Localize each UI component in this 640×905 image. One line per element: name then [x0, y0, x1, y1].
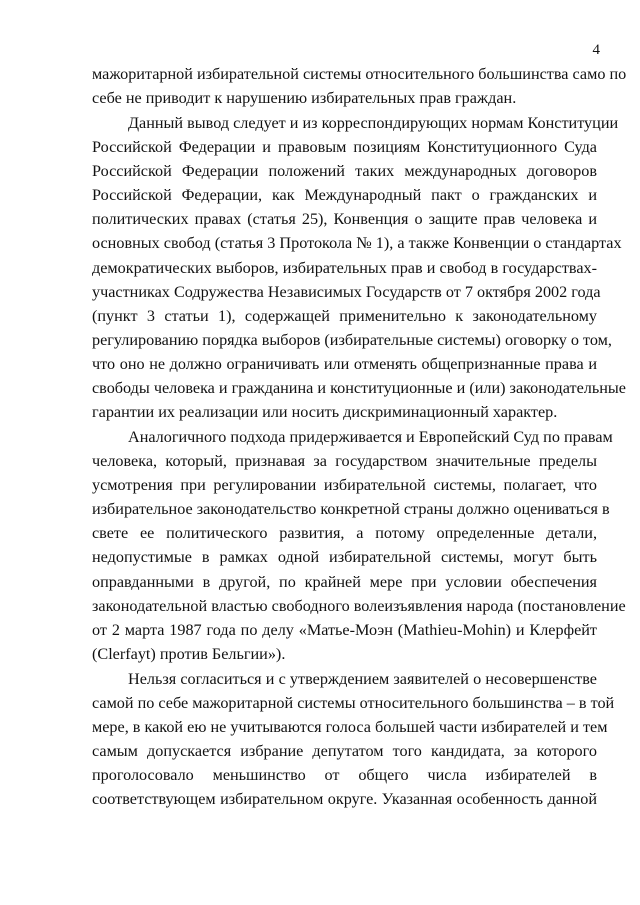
text-line: Нельзя согласиться и с утверждением заявителей о несовершенстве [128, 669, 597, 688]
text-line: основных свобод (статья 3 Протокола № 1), а также Конвенции о стандартах [92, 234, 622, 253]
text-line: соответствующем избирательном округе. Указанная особенность данной [92, 790, 597, 809]
text-line: оправданными в другой, по крайней мере при условии обеспечения [92, 572, 597, 591]
text-line: Аналогичного подхода придерживается и Европейский Суд по правам [128, 428, 613, 446]
text-line: человека, который, признавая за государством значительные пределы [92, 452, 597, 471]
text-line: мере, в какой ею не учитываются голоса большей части избирателей и тем [92, 717, 608, 736]
text-line: от 2 марта 1987 года по делу «Матье-Моэн (Mathieu-Mohin) и Клерфейт [92, 620, 597, 639]
text-line: Российской Федерации и правовым позициям Конституционного Суда [92, 138, 597, 157]
document-body [92, 62, 627, 811]
paragraph [92, 111, 626, 424]
text-line: Российской Федерации положений таких международных договоров [92, 162, 597, 181]
text-line: самым допускается избрание депутатом того кандидата, за которого [92, 742, 597, 761]
text-line: законодательной властью свободного волеизъявления народа (постановление [92, 596, 626, 615]
text-line: (Clerfayt) против Бельгии»). [92, 644, 286, 663]
text-line: гарантии их реализации или носить дискриминационный характер. [92, 403, 558, 422]
text-line: мажоритарной избирательной системы относительного большинства само по [92, 65, 627, 83]
text-line: свете ее политического развития, а потому определенные детали, [92, 524, 597, 543]
text-line: избирательное законодательство конкретной страны должно оцениваться в [92, 500, 610, 519]
text-line: недопустимые в рамках одной избирательной системы, могут быть [92, 548, 597, 567]
text-line: регулированию порядка выборов (избирательные системы) оговорку о том, [92, 330, 612, 349]
text-line: политических правах (статья 25), Конвенция о защите прав человека и [92, 210, 597, 229]
text-line: Данный вывод следует и из корреспондирующих нормам Конституции [128, 113, 619, 132]
text-line: участниках Содружества Независимых Государств от 7 октября 2002 года [92, 282, 601, 301]
text-line: самой по себе мажоритарной системы относительного большинства – в той [92, 693, 615, 712]
text-line: усмотрения при регулировании избирательной системы, полагает, что [92, 476, 597, 495]
text-line: (пункт 3 статьи 1), содержащей применительно к законодательному [92, 306, 597, 325]
paragraph [92, 667, 615, 812]
text-line: проголосовало меньшинство от общего числа избирателей в [92, 766, 597, 785]
text-line: демократических выборов, избирательных прав и свобод в государствах- [92, 258, 597, 277]
text-line: себе не приводит к нарушению избирательных прав граждан. [92, 89, 517, 108]
text-line: Российской Федерации, как Международный пакт о гражданских и [92, 186, 597, 205]
text-line: свободы человека и гражданина и конституционные и (или) законодательные [92, 379, 626, 398]
page-number: 4 [592, 42, 600, 58]
text-line: что оно не должно ограничивать или отменять общепризнанные права и [92, 354, 597, 373]
paragraph [92, 425, 626, 666]
paragraph [92, 62, 627, 110]
